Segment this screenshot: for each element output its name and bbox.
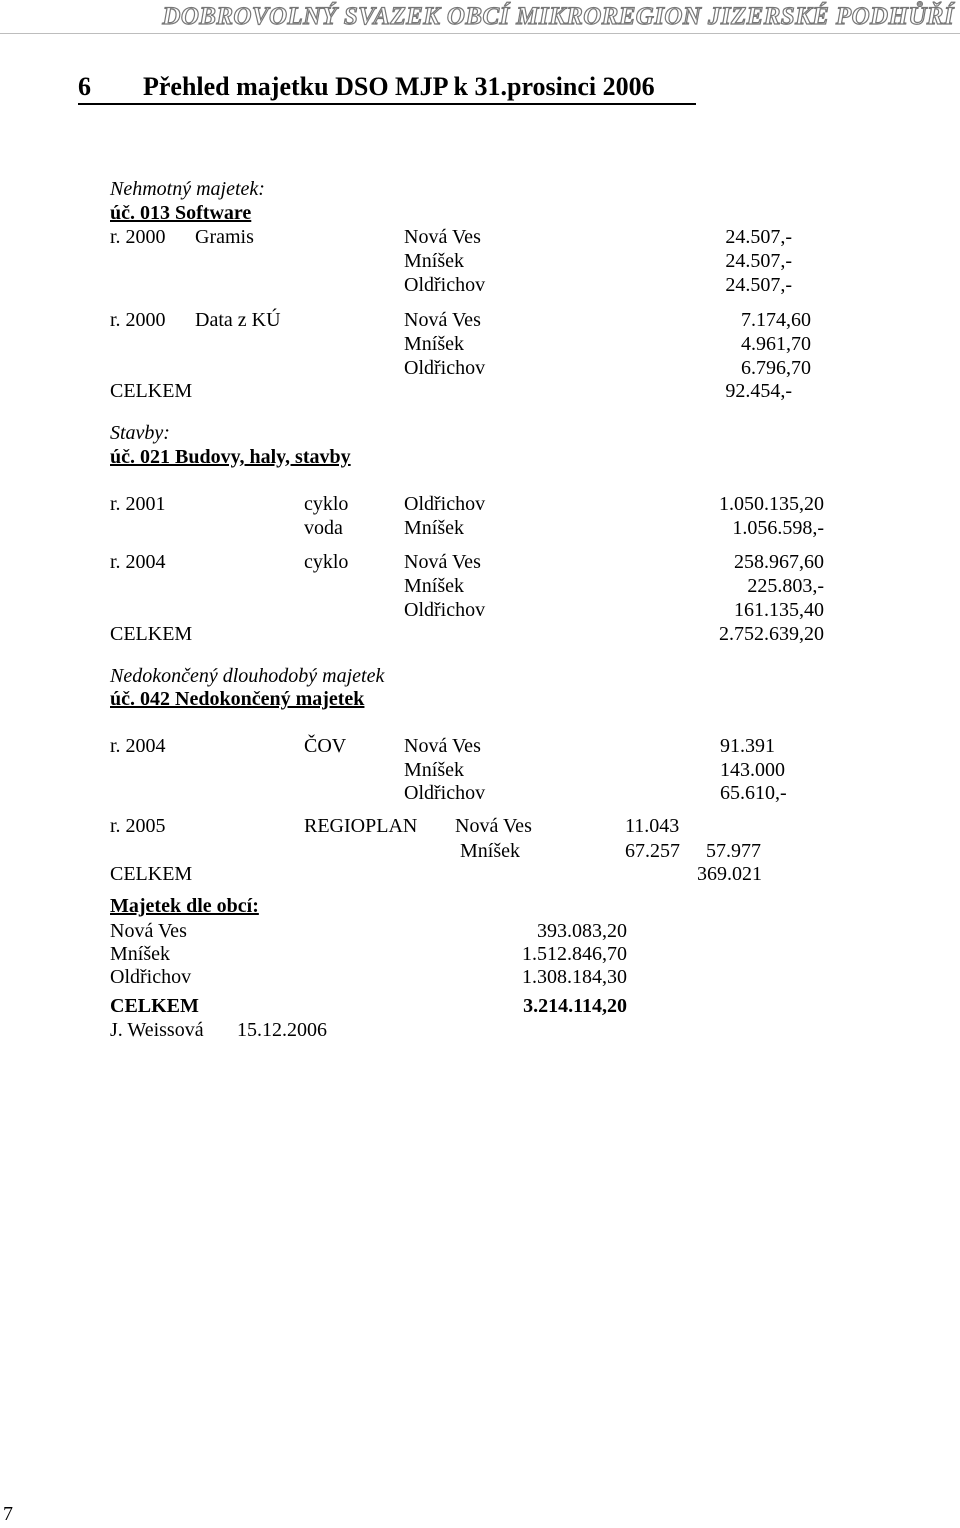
unfinished-total-value: 369.021 <box>697 863 762 885</box>
unfinished-2004-year: r. 2004 <box>110 735 166 757</box>
header-divider <box>0 33 960 34</box>
municipality-value: 1.512.846,70 <box>522 943 627 965</box>
unfinished-2005-place: Mníšek <box>460 840 520 862</box>
buildings-2004-value: 258.967,60 <box>734 551 824 573</box>
gramis-place: Oldřichov <box>404 274 486 296</box>
buildings-2001-type: cyklo <box>304 493 349 515</box>
signature-name: J. Weissová <box>110 1019 204 1041</box>
unfinished-2004-place: Mníšek <box>404 759 464 781</box>
unfinished-2005-place: Nová Ves <box>455 815 532 837</box>
title-underline <box>78 103 696 105</box>
buildings-2001-year: r. 2001 <box>110 493 166 515</box>
dataku-place: Oldřichov <box>404 357 486 379</box>
buildings-account: úč. 021 Budovy, haly, stavby <box>110 446 351 468</box>
buildings-2004-value: 161.135,40 <box>734 599 824 621</box>
buildings-2001-place: Oldřichov <box>404 493 486 515</box>
gramis-value: 24.507,- <box>725 274 792 296</box>
page-number: 7 <box>3 1503 13 1525</box>
municipality-total-label: CELKEM <box>110 995 199 1017</box>
municipality-heading: Majetek dle obcí: <box>110 895 259 917</box>
buildings-heading: Stavby: <box>110 422 170 444</box>
buildings-2001-type: voda <box>304 517 343 539</box>
gramis-item: Gramis <box>195 226 254 248</box>
unfinished-2004-place: Oldřichov <box>404 782 486 804</box>
municipality-total-value: 3.214.114,20 <box>523 995 627 1017</box>
gramis-value: 24.507,- <box>725 250 792 272</box>
buildings-2004-place: Oldřichov <box>404 599 486 621</box>
municipality-place: Mníšek <box>110 943 170 965</box>
buildings-2004-place: Mníšek <box>404 575 464 597</box>
dataku-value: 7.174,60 <box>741 309 811 331</box>
intangible-total-value: 92.454,- <box>725 380 792 402</box>
municipality-place: Nová Ves <box>110 920 187 942</box>
unfinished-total-label: CELKEM <box>110 863 193 885</box>
section-title-text: Přehled majetku DSO MJP k 31.prosinci 2006 <box>143 72 655 101</box>
unfinished-2005-value: 67.257 <box>625 840 680 862</box>
header-banner: DOBROVOLNÝ SVAZEK OBCÍ MIKROREGION JIZERSKÉ PODHŮŘÍ <box>162 3 954 30</box>
unfinished-2004-value: 91.391 <box>720 735 775 757</box>
dataku-place: Mníšek <box>404 333 464 355</box>
buildings-2001-value: 1.056.598,- <box>732 517 824 539</box>
buildings-2001-place: Mníšek <box>404 517 464 539</box>
gramis-place: Nová Ves <box>404 226 481 248</box>
unfinished-heading: Nedokončený dlouhodobý majetek <box>110 665 385 687</box>
buildings-2004-value: 225.803,- <box>747 575 824 597</box>
section-title <box>78 74 655 100</box>
intangible-account: úč. 013 Software <box>110 202 252 224</box>
buildings-2004-place: Nová Ves <box>404 551 481 573</box>
dataku-value: 4.961,70 <box>741 333 811 355</box>
gramis-year: r. 2000 <box>110 226 166 248</box>
buildings-2004-year: r. 2004 <box>110 551 166 573</box>
dataku-year: r. 2000 <box>110 309 166 331</box>
gramis-value: 24.507,- <box>725 226 792 248</box>
buildings-total-label: CELKEM <box>110 623 193 645</box>
buildings-2001-value: 1.050.135,20 <box>719 493 824 515</box>
signature-date: 15.12.2006 <box>237 1019 327 1041</box>
municipality-value: 1.308.184,30 <box>522 966 627 988</box>
buildings-2004-type: cyklo <box>304 551 349 573</box>
buildings-total-value: 2.752.639,20 <box>719 623 824 645</box>
gramis-place: Mníšek <box>404 250 464 272</box>
dataku-item: Data z KÚ <box>195 309 281 331</box>
unfinished-2005-value: 11.043 <box>625 815 680 837</box>
dataku-place: Nová Ves <box>404 309 481 331</box>
unfinished-2004-place: Nová Ves <box>404 735 481 757</box>
intangible-total-label: CELKEM <box>110 380 193 402</box>
unfinished-2005-type: REGIOPLAN <box>304 815 418 837</box>
dataku-value: 6.796,70 <box>741 357 811 379</box>
municipality-value: 393.083,20 <box>537 920 627 942</box>
unfinished-2004-type: ČOV <box>304 735 347 757</box>
unfinished-2004-value: 65.610,- <box>720 782 787 804</box>
unfinished-2005-extra-value: 57.977 <box>706 840 761 862</box>
intangible-heading: Nehmotný majetek: <box>110 178 265 200</box>
unfinished-account: úč. 042 Nedokončený majetek <box>110 688 365 710</box>
unfinished-2004-value: 143.000 <box>720 759 785 781</box>
section-number: 6 <box>78 72 91 101</box>
municipality-place: Oldřichov <box>110 966 192 988</box>
unfinished-2005-year: r. 2005 <box>110 815 166 837</box>
